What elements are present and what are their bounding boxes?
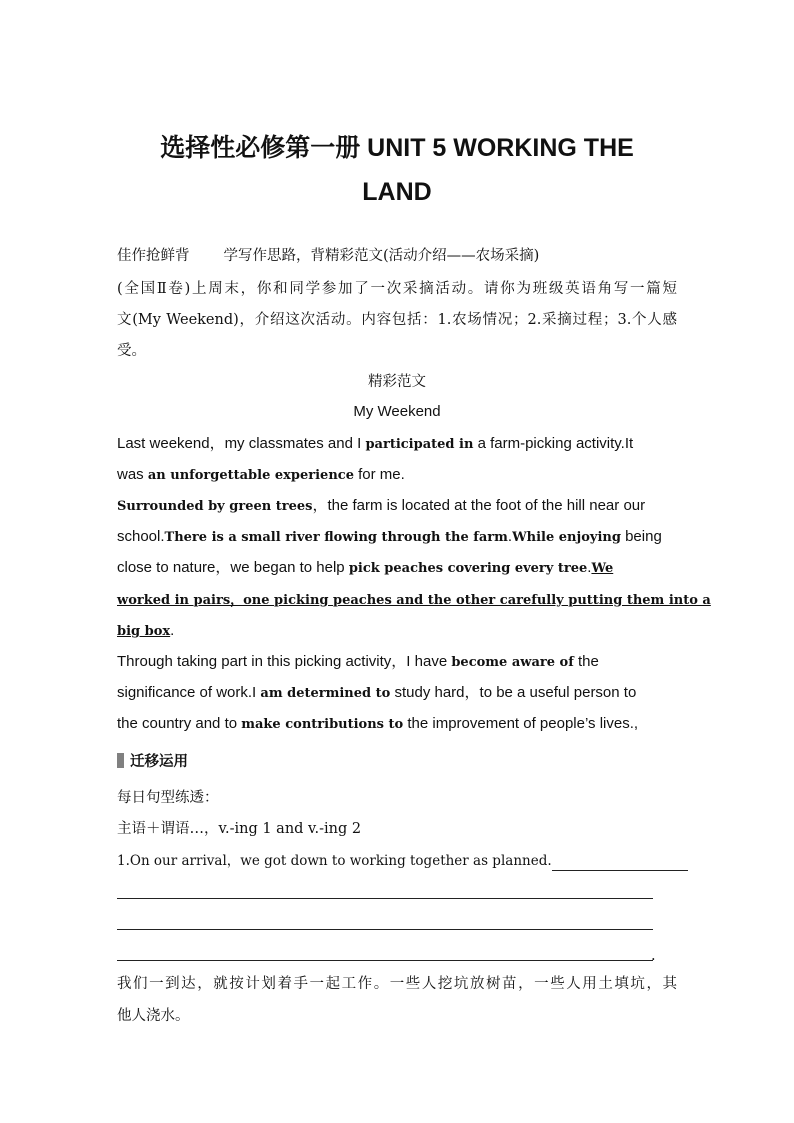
essay-underlined: We <box>591 561 614 576</box>
sentence-pattern: 主语＋谓语…，v.-ing 1 and v.-ing 2 <box>117 821 362 837</box>
page-title-line-2: LAND <box>362 178 432 206</box>
essay-highlight: am determined to <box>260 686 391 701</box>
answer-end-mark: . <box>651 948 656 964</box>
essay-text: was <box>117 466 148 483</box>
essay-p1-line-1 <box>117 434 677 455</box>
essay-text: for me. <box>353 466 405 483</box>
essay-underlined: worked in pairs，one picking peaches and the other carefully putting them into a <box>117 593 711 608</box>
essay-highlight: an unforgettable experience <box>147 468 354 483</box>
practice-title-text: 迁移运用 <box>130 753 188 770</box>
answer-line[interactable] <box>117 898 653 899</box>
essay-text: significance of work.I <box>117 684 261 701</box>
task-line-3: 受。 <box>117 343 146 359</box>
daily-pattern-label: 每日句型练透： <box>117 790 219 806</box>
essay-p1-line-2 <box>117 465 677 486</box>
essay-p2-line-3 <box>117 558 677 579</box>
essay-text: . <box>507 528 513 545</box>
answer-line[interactable] <box>117 960 653 961</box>
essay-text: the improvement of people’s lives., <box>403 715 639 732</box>
task-line-1: (全国Ⅱ卷)上周末，你和同学参加了一次采摘活动。请你为班级英语角写一篇短 <box>117 281 677 297</box>
section-marker-icon <box>117 753 124 768</box>
intro-tip: 学写作思路，背精彩范文(活动介绍——农场采摘) <box>223 248 540 264</box>
essay-highlight: Surrounded by green trees <box>117 499 313 514</box>
translation-line-2: 他人浇水。 <box>117 1008 190 1024</box>
essay-p2-line-2 <box>117 527 677 548</box>
essay-highlight: make contributions to <box>241 717 404 732</box>
essay-text: Through taking part in this picking activity，I have <box>117 653 452 670</box>
essay-text: . <box>170 622 175 639</box>
essay-text: a farm-picking activity.It <box>473 435 634 452</box>
essay-underlined: big box <box>117 624 171 639</box>
essay-text: close to nature，we began to help <box>117 559 349 576</box>
question-1-text: 1.On our arrival，we got down to working together as planned. <box>117 853 552 869</box>
essay-text: . <box>587 559 592 576</box>
essay-highlight: pick peaches covering every tree <box>348 561 588 576</box>
answer-blank[interactable] <box>552 856 688 871</box>
task-line-2: 文(My Weekend)，介绍这次活动。内容包括：1.农场情况；2.采摘过程；3.个人感 <box>117 312 677 328</box>
essay-text: the <box>573 653 599 670</box>
essay-highlight: become aware of <box>451 655 574 670</box>
intro-label: 佳作抢鲜背 <box>117 248 190 264</box>
essay-text: ，the farm is located at the foot of the hill near our <box>312 497 646 514</box>
essay-highlight: While enjoying <box>512 530 621 545</box>
essay-heading: 精彩范文 <box>368 374 426 390</box>
essay-text: Last weekend，my classmates and I <box>117 435 366 452</box>
essay-p3-line-2 <box>117 683 677 704</box>
page-title-line-1: 选择性必修第一册 UNIT 5 WORKING THE <box>160 134 634 162</box>
answer-line[interactable] <box>117 929 653 930</box>
essay-p2-line-4 <box>117 590 711 611</box>
essay-p3-line-1 <box>117 652 677 673</box>
essay-title: My Weekend <box>353 403 441 420</box>
essay-highlight: There is a small river flowing through the farm <box>164 530 508 545</box>
essay-p2-line-5 <box>117 621 677 642</box>
essay-highlight: participated in <box>365 437 474 452</box>
essay-text: being <box>620 528 662 545</box>
practice-section-title <box>117 752 677 772</box>
essay-text: study hard，to be a useful person to <box>390 684 637 701</box>
intro-line <box>117 246 677 266</box>
essay-p3-line-3 <box>117 714 677 735</box>
essay-text: the country and to <box>117 715 242 732</box>
essay-text: school. <box>117 528 165 545</box>
translation-line-1: 我们一到达，就按计划着手一起工作。一些人挖坑放树苗，一些人用土填坑，其 <box>117 976 677 992</box>
essay-p2-line-1 <box>117 496 677 517</box>
question-1 <box>117 851 677 871</box>
